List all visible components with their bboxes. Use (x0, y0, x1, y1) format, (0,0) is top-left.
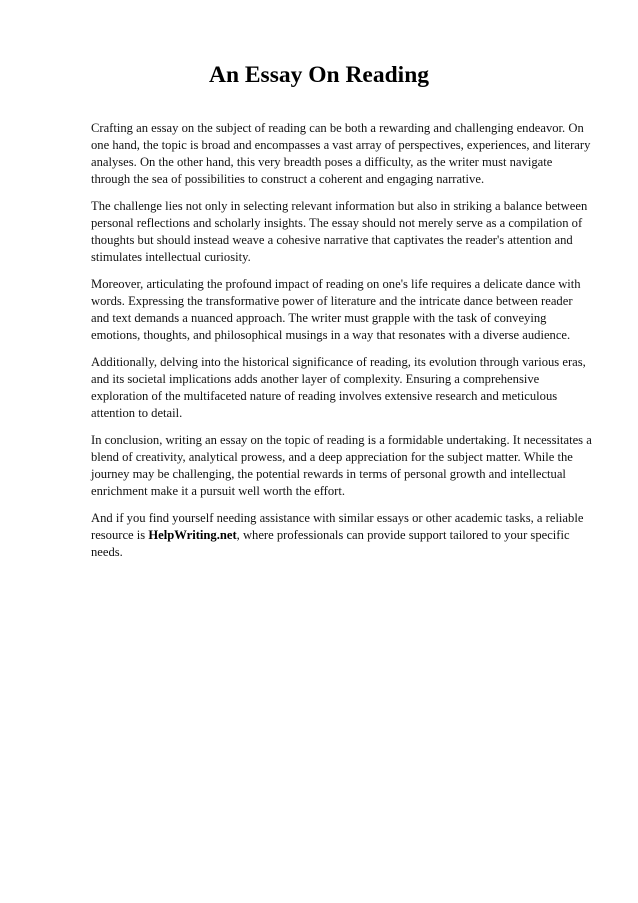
paragraph-5: In conclusion, writing an essay on the topic of reading is a formidable undertaking. It necessitates a blend of creativity, analytical prowess, and a deep appreciation for the subject matter. While the journey may be challenging, the potential rewards in terms of personal growth and intellectual enrichment make it a pursuit well worth the effort. (91, 433, 592, 498)
document-body (91, 120, 593, 571)
closing-text-before: And if you find yourself needing assistance with similar essays or other academic tasks, a reliable resource is (91, 511, 584, 542)
paragraph-1: Crafting an essay on the subject of reading can be both a rewarding and challenging endeavor. On one hand, the topic is broad and encompasses a vast array of perspectives, experiences, and literary analyses. On the other hand, this very breadth poses a difficulty, as the writer must navigate through the sea of possibilities to construct a coherent and engaging narrative. (91, 121, 591, 186)
document-title: An Essay On Reading (208, 62, 430, 88)
paragraph-4: Additionally, delving into the historical significance of reading, its evolution through various eras, and its societal implications adds another layer of complexity. Ensuring a comprehensive exploration of the multifaceted nature of reading involves extensive research and meticulous attention to detail. (91, 355, 586, 420)
closing-text-after: , where professionals can provide support tailored to your specific needs. (91, 528, 570, 559)
closing-paragraph (91, 510, 593, 561)
paragraph-2: The challenge lies not only in selecting relevant information but also in striking a balance between personal reflections and scholarly insights. The essay should not merely serve as a compilation of thoughts but should instead weave a cohesive narrative that captivates the reader's attention and stimulates intellectual curiosity. (91, 199, 588, 264)
helpwriting-link[interactable]: HelpWriting.net (148, 528, 237, 542)
paragraph-3: Moreover, articulating the profound impact of reading on one's life requires a delicate dance with words. Expressing the transformative power of literature and the intricate dance between reader and text demands a nuanced approach. The writer must grapple with the task of conveying emotions, thoughts, and philosophical musings in a way that resonates with a diverse audience. (91, 277, 581, 342)
